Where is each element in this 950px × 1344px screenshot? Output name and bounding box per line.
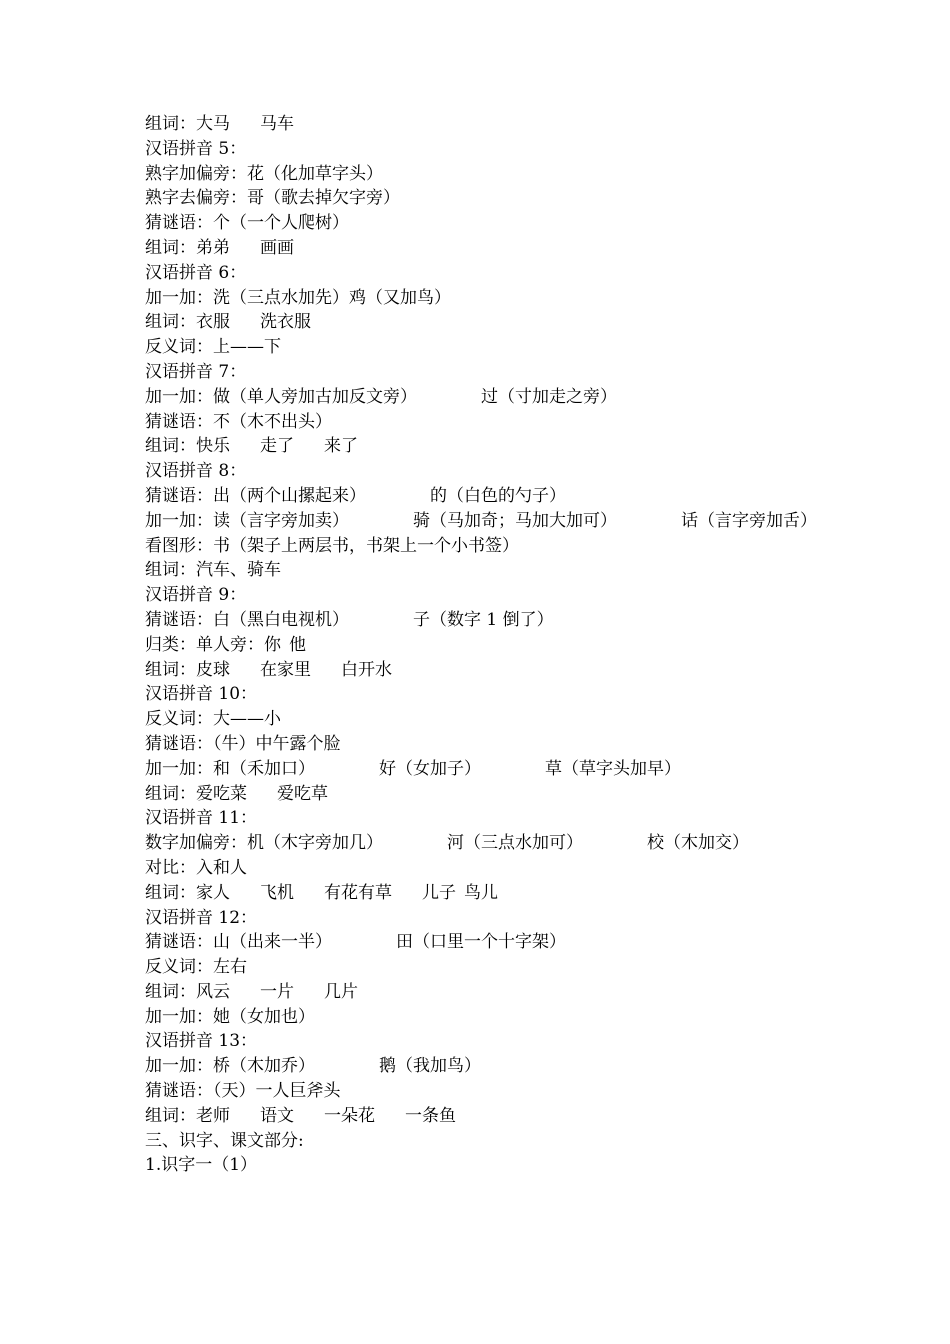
text-segment: 河（三点水加可）: [447, 833, 583, 854]
text-segment: 数字加偏旁：机（木字旁加几）: [145, 833, 383, 854]
text-line: [145, 1104, 825, 1129]
text-segment: 猜谜语：出（两个山摞起来）: [145, 485, 366, 506]
text-segment: 加一加：做（单人旁加古加反文旁）: [145, 386, 417, 407]
text-line: [145, 707, 825, 732]
text-segment: 汉语拼音 7：: [145, 361, 247, 382]
text-segment: 加一加：读（言字旁加卖）: [145, 510, 349, 531]
text-line: [145, 658, 825, 683]
text-line: [145, 732, 825, 757]
text-segment: 过（寸加走之旁）: [481, 386, 617, 407]
text-line: [145, 1079, 825, 1104]
text-line: [145, 211, 825, 236]
text-segment: 的（白色的勺子）: [430, 485, 566, 506]
text-line: [145, 583, 825, 608]
text-segment: 熟字去偏旁：哥（歌去掉欠字旁）: [145, 188, 400, 209]
text-line: [145, 360, 825, 385]
text-segment: 组词：弟弟: [145, 237, 230, 258]
text-segment: 语文: [260, 1105, 294, 1126]
text-segment: 鹅（我加鸟）: [379, 1056, 481, 1077]
text-segment: 一条鱼: [405, 1105, 456, 1126]
text-segment: 猜谜语：不（木不出头）: [145, 411, 332, 432]
text-line: [145, 286, 825, 311]
text-segment: 反义词：上——下: [145, 337, 281, 358]
text-segment: 猜谜语：个（一个人爬树）: [145, 213, 349, 234]
text-line: [145, 335, 825, 360]
text-segment: 组词：衣服: [145, 312, 230, 333]
text-segment: 一朵花: [324, 1105, 375, 1126]
text-segment: 飞机: [260, 882, 294, 903]
text-segment: 对比：入和人: [145, 857, 247, 878]
text-segment: 骑（马加奇；马加大加可）: [413, 510, 617, 531]
text-segment: 洗衣服: [260, 312, 311, 333]
text-segment: 反义词：左右: [145, 957, 247, 978]
text-line: [145, 955, 825, 980]
text-segment: 汉语拼音 11：: [145, 808, 258, 829]
text-segment: 校（木加交）: [647, 833, 749, 854]
text-segment: 田（口里一个十字架）: [396, 932, 566, 953]
text-line: [145, 385, 825, 410]
text-segment: 汉语拼音 5：: [145, 138, 247, 159]
text-segment: 熟字加偏旁：花（化加草字头）: [145, 163, 383, 184]
text-segment: 加一加：和（禾加口）: [145, 758, 315, 779]
text-line: [145, 261, 825, 286]
text-segment: 组词：家人: [145, 882, 230, 903]
text-segment: 好（女加子）: [379, 758, 481, 779]
text-line: [145, 806, 825, 831]
text-segment: 汉语拼音 10：: [145, 684, 258, 705]
text-segment: 组词：爱吃菜: [145, 783, 247, 804]
text-line: [145, 1129, 825, 1154]
text-segment: 他: [289, 634, 306, 655]
text-line: [145, 633, 825, 658]
text-segment: 猜谜语：白（黑白电视机）: [145, 609, 349, 630]
text-segment: 汉语拼音 6：: [145, 262, 247, 283]
text-segment: 猜谜语：（牛）中午露个脸: [145, 733, 341, 754]
text-line: [145, 484, 825, 509]
document-body: [145, 112, 825, 1178]
text-line: [145, 1054, 825, 1079]
text-segment: 组词：大马: [145, 114, 230, 134]
text-segment: 马车: [260, 114, 294, 134]
text-line: [145, 509, 825, 534]
text-segment: 猜谜语：（天）一人巨斧头: [145, 1081, 341, 1102]
text-line: [145, 782, 825, 807]
text-segment: 组词：皮球: [145, 659, 230, 680]
text-segment: 话（言字旁加舌）: [681, 510, 817, 531]
text-segment: 在家里: [260, 659, 311, 680]
text-line: [145, 757, 825, 782]
text-segment: 加一加：她（女加也）: [145, 1006, 315, 1027]
text-segment: 爱吃草: [277, 783, 328, 804]
text-segment: 几片: [324, 981, 358, 1002]
text-line: [145, 1153, 825, 1178]
text-line: [145, 434, 825, 459]
text-line: [145, 980, 825, 1005]
text-segment: 猜谜语：山（出来一半）: [145, 932, 332, 953]
text-line: [145, 906, 825, 931]
text-line: [145, 236, 825, 261]
text-line: [145, 137, 825, 162]
text-segment: 画画: [260, 237, 294, 258]
text-segment: 草（草字头加早）: [545, 758, 681, 779]
text-segment: 儿子: [422, 882, 456, 903]
text-line: [145, 186, 825, 211]
text-line: [145, 534, 825, 559]
text-line: [145, 112, 825, 137]
text-line: [145, 1005, 825, 1030]
text-segment: 加一加：桥（木加乔）: [145, 1056, 315, 1077]
text-line: [145, 608, 825, 633]
text-segment: 鸟儿: [464, 882, 498, 903]
text-segment: 反义词：大——小: [145, 709, 281, 730]
text-line: [145, 930, 825, 955]
text-segment: 加一加：洗（三点水加先）鸡（又加鸟）: [145, 287, 451, 308]
text-line: [145, 682, 825, 707]
text-segment: 一片: [260, 981, 294, 1002]
text-line: [145, 310, 825, 335]
text-segment: 子（数字 1 倒了）: [413, 609, 554, 630]
text-line: [145, 410, 825, 435]
text-segment: 汉语拼音 12：: [145, 907, 258, 928]
text-line: [145, 459, 825, 484]
text-segment: 组词：快乐: [145, 436, 230, 457]
text-segment: 白开水: [341, 659, 392, 680]
text-segment: 组词：老师: [145, 1105, 230, 1126]
text-segment: 汉语拼音 8：: [145, 461, 247, 482]
text-segment: 走了: [260, 436, 294, 457]
text-segment: 汉语拼音 13：: [145, 1031, 258, 1052]
text-segment: 三、识字、课文部分:: [145, 1130, 304, 1151]
text-segment: 来了: [324, 436, 358, 457]
text-line: [145, 558, 825, 583]
text-segment: 有花有草: [324, 882, 392, 903]
text-line: [145, 856, 825, 881]
text-line: [145, 881, 825, 906]
text-segment: 组词：汽车、骑车: [145, 560, 281, 581]
text-segment: 1.识字一（1）: [145, 1155, 258, 1176]
text-segment: 看图形：书（架子上两层书，书架上一个小书签）: [145, 535, 519, 556]
text-segment: 归类：单人旁：你: [145, 634, 281, 655]
text-line: [145, 1029, 825, 1054]
text-segment: 汉语拼音 9：: [145, 585, 247, 606]
text-segment: 组词：风云: [145, 981, 230, 1002]
text-line: [145, 831, 825, 856]
text-line: [145, 162, 825, 187]
